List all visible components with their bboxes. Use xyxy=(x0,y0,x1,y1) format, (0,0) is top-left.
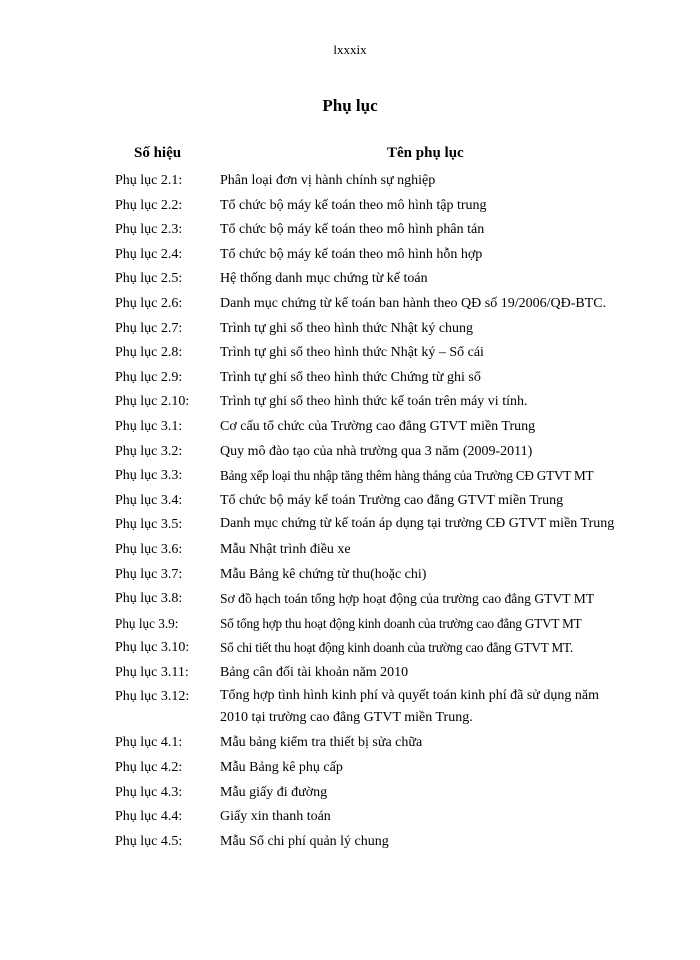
appendix-code: Phụ lục 4.4: xyxy=(115,809,183,825)
list-item xyxy=(0,366,700,389)
appendix-name: Trình tự ghi sổ theo hình thức Chứng từ ghi sổ xyxy=(220,369,481,385)
list-item xyxy=(0,489,700,512)
appendix-name: Tổ chức bộ máy kế toán Trường cao đẳng GTVT miền Trung xyxy=(220,492,564,508)
appendix-name: Sổ tổng hợp thu hoạt động kinh doanh của trường cao đẳng GTVT MT xyxy=(220,615,582,631)
list-item xyxy=(0,587,700,610)
appendix-name: Quy mô đào tạo của nhà trường qua 3 năm (2009-2011) xyxy=(220,443,533,459)
list-item xyxy=(0,538,700,561)
appendix-name: Tổ chức bộ máy kế toán theo mô hình tập trung xyxy=(220,197,487,213)
appendix-code: Phụ lục 4.3: xyxy=(115,784,183,800)
list-item xyxy=(0,781,700,804)
appendix-name: Cơ cấu tổ chức của Trường cao đẳng GTVT miền Trung xyxy=(220,418,536,434)
appendix-name: Mẫu Bảng kê phụ cấp xyxy=(220,760,343,776)
appendix-name: Danh mục chứng từ kế toán áp dụng tại trường CĐ GTVT miền Trung xyxy=(220,516,615,532)
appendix-code: Phụ lục 3.9: xyxy=(115,615,179,631)
appendix-code: Phụ lục 3.6: xyxy=(115,541,183,557)
appendix-code: Phụ lục 4.2: xyxy=(115,760,183,776)
appendix-code: Phụ lục 3.10: xyxy=(115,640,190,656)
appendix-name: Trình tự ghi sổ theo hình thức Nhật ký – Sổ cái xyxy=(220,345,484,361)
appendix-name: Mẫu Nhật trình điều xe xyxy=(220,541,351,557)
list-item xyxy=(0,243,700,266)
appendix-name: Tổ chức bộ máy kế toán theo mô hình hỗn hợp xyxy=(220,246,483,262)
appendix-code: Phụ lục 3.2: xyxy=(115,443,183,459)
list-item xyxy=(0,563,700,586)
appendix-name: Mẫu Bảng kê chứng từ thu(hoặc chi) xyxy=(220,566,427,582)
appendix-name: Mẫu giấy đi đường xyxy=(220,784,328,800)
list-item xyxy=(0,805,700,828)
list-item xyxy=(0,341,700,364)
appendix-code: Phụ lục 3.12: xyxy=(115,689,190,705)
appendix-name: Mẫu bảng kiểm tra thiết bị sửa chữa xyxy=(220,735,423,751)
list-item xyxy=(0,440,700,463)
list-item xyxy=(0,513,700,536)
appendix-code: Phụ lục 2.6: xyxy=(115,295,183,311)
appendix-name: Bảng xếp loại thu nhập tăng thêm hàng tháng của Trường CĐ GTVT MT xyxy=(220,468,594,484)
list-item xyxy=(0,415,700,438)
appendix-name: Sổ chi tiết thu hoạt động kinh doanh của trường cao đẳng GTVT MT. xyxy=(220,640,573,656)
list-item xyxy=(0,169,700,192)
column-header-name: Tên phụ lục xyxy=(387,145,464,161)
appendix-code: Phụ lục 3.8: xyxy=(115,591,183,607)
appendix-code: Phụ lục 3.11: xyxy=(115,664,189,680)
list-item xyxy=(0,390,700,413)
appendix-code: Phụ lục 2.9: xyxy=(115,369,183,385)
appendix-code: Phụ lục 2.10: xyxy=(115,394,190,410)
list-item xyxy=(0,267,700,290)
column-header-code: Số hiệu xyxy=(134,145,182,161)
appendix-name: Bảng cân đối tài khoản năm 2010 xyxy=(220,664,409,680)
appendix-name: Mẫu Sổ chi phí quản lý chung xyxy=(220,833,389,849)
appendix-name: Sơ đồ hạch toán tổng hợp hoạt động của trường cao đẳng GTVT MT xyxy=(220,591,595,607)
appendix-code: Phụ lục 4.5: xyxy=(115,833,183,849)
appendix-name: Tổng hợp tình hình kinh phí và quyết toán kinh phí đã sử dụng năm 2010 tại trường cao đẳng GTVT miền Trung. xyxy=(220,688,599,726)
appendix-code: Phụ lục 4.1: xyxy=(115,735,183,751)
list-item xyxy=(0,731,700,754)
list-item xyxy=(0,612,700,635)
appendix-name: Trình tự ghi sổ theo hình thức kế toán trên máy vi tính. xyxy=(220,394,528,410)
appendix-code: Phụ lục 2.7: xyxy=(115,320,183,336)
appendix-code: Phụ lục 2.1: xyxy=(115,173,183,188)
appendix-name: Giấy xin thanh toán xyxy=(220,809,331,825)
list-item xyxy=(0,756,700,779)
list-item xyxy=(0,194,700,217)
appendix-code: Phụ lục 2.4: xyxy=(115,246,183,262)
appendix-code: Phụ lục 2.5: xyxy=(115,271,183,287)
appendix-code: Phụ lục 2.8: xyxy=(115,345,183,361)
list-item xyxy=(0,685,700,729)
appendix-name: Tổ chức bộ máy kế toán theo mô hình phân tán xyxy=(220,222,485,238)
page-number: lxxxix xyxy=(333,42,367,57)
list-item xyxy=(0,830,700,853)
appendix-name: Danh mục chứng từ kế toán ban hành theo QĐ số 19/2006/QĐ-BTC. xyxy=(220,295,607,311)
list-item xyxy=(0,636,700,659)
appendix-name: Hệ thống danh mục chứng từ kế toán xyxy=(220,271,428,287)
page-title: Phụ lục xyxy=(322,96,378,115)
appendix-name: Trình tự ghi sổ theo hình thức Nhật ký chung xyxy=(220,320,474,336)
appendix-code: Phụ lục 3.3: xyxy=(115,468,183,484)
list-item xyxy=(0,317,700,340)
appendix-code: Phụ lục 2.3: xyxy=(115,222,183,238)
list-item xyxy=(0,464,700,487)
list-item xyxy=(0,218,700,241)
appendix-name: Phân loại đơn vị hành chính sự nghiệp xyxy=(220,173,436,188)
appendix-code: Phụ lục 3.1: xyxy=(115,418,183,434)
appendix-code: Phụ lục 2.2: xyxy=(115,197,183,213)
appendix-list xyxy=(0,169,700,854)
appendix-code: Phụ lục 3.7: xyxy=(115,566,183,582)
appendix-code: Phụ lục 3.4: xyxy=(115,492,183,508)
appendix-code: Phụ lục 3.5: xyxy=(115,517,183,533)
list-item xyxy=(0,292,700,315)
list-item xyxy=(0,661,700,684)
